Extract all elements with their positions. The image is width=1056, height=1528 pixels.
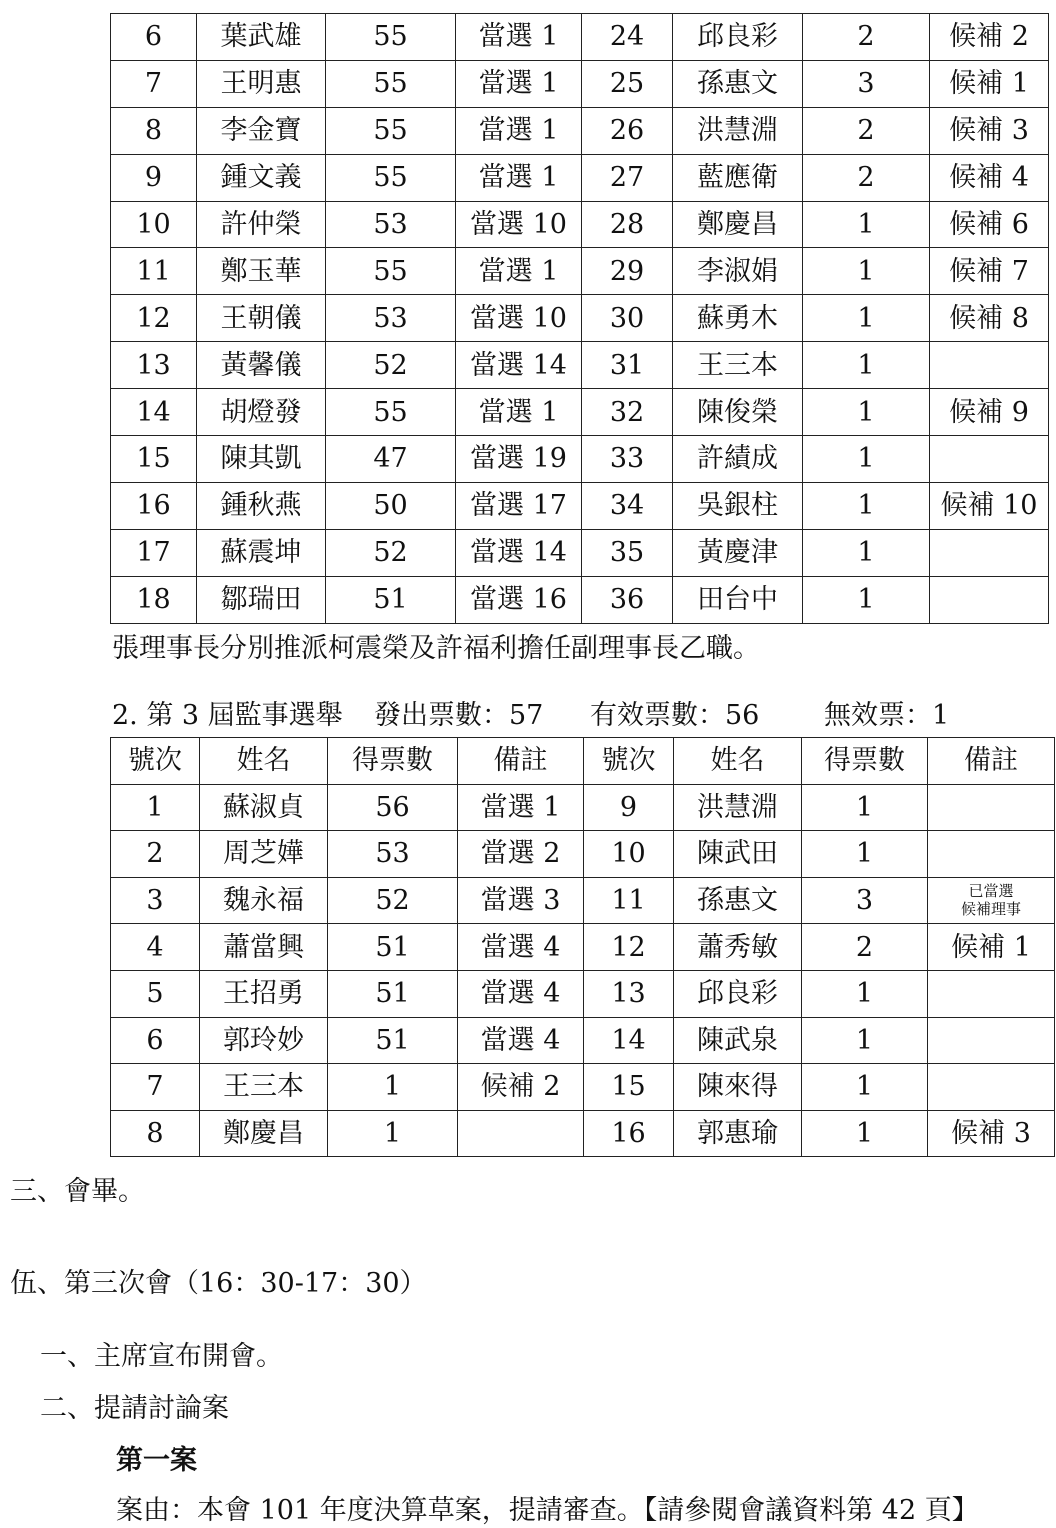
proposals-heading: 二、提請討論案 (40, 1393, 229, 1424)
table-cell: 王明惠 (197, 60, 326, 107)
table-cell: 候補 8 (930, 295, 1049, 342)
table-cell: 1 (328, 1064, 458, 1111)
table-cell: 55 (326, 389, 456, 436)
table-cell: 16 (584, 1110, 674, 1157)
table-cell: 當選 3 (458, 877, 584, 924)
table-cell: 鍾文義 (197, 154, 326, 201)
table-cell: 32 (582, 389, 673, 436)
table-cell: 鄒瑞田 (197, 576, 326, 623)
table-cell: 3 (111, 877, 200, 924)
table-cell: 31 (582, 342, 673, 389)
table-cell: 52 (326, 342, 456, 389)
table-cell: 50 (326, 482, 456, 529)
table-cell: 6 (111, 14, 197, 61)
table-row (111, 201, 1049, 248)
table-cell: 鄭慶昌 (200, 1110, 328, 1157)
table-header-row (111, 738, 1055, 785)
table-row (111, 529, 1049, 576)
table-cell: 11 (584, 877, 674, 924)
table-row (111, 970, 1055, 1017)
table-cell: 5 (111, 970, 200, 1017)
table-cell: 當選 1 (456, 60, 582, 107)
table-row (111, 14, 1049, 61)
table-cell: 田台中 (673, 576, 803, 623)
table-cell: 55 (326, 248, 456, 295)
meeting-adjourned: 三、會畢。 (10, 1176, 145, 1207)
table-cell: 34 (582, 482, 673, 529)
table-row (111, 389, 1049, 436)
table-cell: 2 (803, 154, 930, 201)
table-cell: 蕭秀敏 (674, 924, 802, 971)
table-cell: 孫惠文 (674, 877, 802, 924)
table-cell: 1 (803, 482, 930, 529)
table-cell: 1 (803, 342, 930, 389)
table-cell: 52 (326, 529, 456, 576)
table-cell: 4 (111, 924, 200, 971)
table-cell: 2 (803, 14, 930, 61)
table-cell: 1 (803, 576, 930, 623)
table-cell: 當選 1 (456, 14, 582, 61)
table-cell: 12 (584, 924, 674, 971)
table-cell: 蘇勇木 (673, 295, 803, 342)
table-cell: 候補 10 (930, 482, 1049, 529)
table-cell: 陳來得 (674, 1064, 802, 1111)
table-cell: 邱良彩 (673, 14, 803, 61)
table-cell: 候補 2 (930, 14, 1049, 61)
table-cell: 陳其凱 (197, 436, 326, 483)
table-cell: 1 (803, 201, 930, 248)
table-cell: 2 (111, 831, 200, 878)
table-cell: 29 (582, 248, 673, 295)
case-one-reason: 案由：本會 101 年度決算草案，提請審查。【請參閱會議資料第 42 頁】 (116, 1495, 979, 1526)
table-cell: 洪慧淵 (674, 784, 802, 831)
table-cell: 鄭玉華 (197, 248, 326, 295)
table-cell: 當選 1 (458, 784, 584, 831)
chair-opens-meeting: 一、主席宣布開會。 (40, 1341, 283, 1372)
column-header: 號次 (111, 738, 200, 785)
table-cell: 13 (111, 342, 197, 389)
table-cell: 候補 1 (928, 924, 1055, 971)
column-header: 得票數 (328, 738, 458, 785)
table-cell: 王招勇 (200, 970, 328, 1017)
table-cell: 當選 10 (456, 201, 582, 248)
column-header: 號次 (584, 738, 674, 785)
table-cell: 周芝嬅 (200, 831, 328, 878)
table-row (111, 576, 1049, 623)
table-cell: 1 (802, 1064, 928, 1111)
table-cell: 14 (111, 389, 197, 436)
table-cell: 47 (326, 436, 456, 483)
table-cell: 候補 3 (928, 1110, 1055, 1157)
table-row (111, 248, 1049, 295)
table-cell: 1 (328, 1110, 458, 1157)
table-cell: 許仲榮 (197, 201, 326, 248)
column-header: 姓名 (674, 738, 802, 785)
table-cell: 當選 14 (456, 342, 582, 389)
table-cell: 王三本 (673, 342, 803, 389)
table-cell: 郭玲妙 (200, 1017, 328, 1064)
table-cell: 候補 1 (930, 60, 1049, 107)
table-row (111, 60, 1049, 107)
table-cell: 葉武雄 (197, 14, 326, 61)
table-row (111, 1064, 1055, 1111)
table-cell: 邱良彩 (674, 970, 802, 1017)
table-cell: 1 (803, 436, 930, 483)
table-cell: 藍應衛 (673, 154, 803, 201)
table-cell: 12 (111, 295, 197, 342)
ballots-issued: 發出票數：57 (374, 700, 544, 731)
table-cell: 當選 4 (458, 1017, 584, 1064)
table-row (111, 877, 1055, 924)
table-cell: 當選 17 (456, 482, 582, 529)
table-cell: 52 (328, 877, 458, 924)
table-row (111, 1110, 1055, 1157)
table-cell: 7 (111, 60, 197, 107)
table-cell (928, 831, 1055, 878)
table-cell: 當選 1 (456, 248, 582, 295)
table-cell: 候補 9 (930, 389, 1049, 436)
table-cell: 11 (111, 248, 197, 295)
table-cell: 14 (584, 1017, 674, 1064)
table-cell: 10 (584, 831, 674, 878)
table-cell: 候補 6 (930, 201, 1049, 248)
table-cell (928, 970, 1055, 1017)
table-cell (458, 1110, 584, 1157)
vice-chair-appointment-note: 張理事長分別推派柯震榮及許福利擔任副理事長乙職。 (112, 633, 760, 664)
table-cell: 當選 4 (458, 970, 584, 1017)
table-cell: 1 (803, 389, 930, 436)
table-row (111, 1017, 1055, 1064)
column-header: 得票數 (802, 738, 928, 785)
table-cell: 黃馨儀 (197, 342, 326, 389)
valid-ballots: 有效票數：56 (590, 700, 760, 731)
table-cell: 1 (802, 1017, 928, 1064)
table-cell: 27 (582, 154, 673, 201)
table-cell: 洪慧淵 (673, 107, 803, 154)
table-cell: 鄭慶昌 (673, 201, 803, 248)
table-row (111, 295, 1049, 342)
table-cell: 1 (802, 970, 928, 1017)
table-cell: 魏永福 (200, 877, 328, 924)
table-cell: 當選 1 (456, 154, 582, 201)
table-cell: 候補 4 (930, 154, 1049, 201)
table-cell: 33 (582, 436, 673, 483)
table-cell: 51 (326, 576, 456, 623)
invalid-ballots: 無效票：1 (824, 700, 950, 731)
table-cell: 當選 1 (456, 389, 582, 436)
director-election-results-table (110, 13, 1049, 624)
table-cell: 51 (328, 970, 458, 1017)
table-cell: 當選 10 (456, 295, 582, 342)
table-cell: 蘇震坤 (197, 529, 326, 576)
table-cell: 1 (803, 295, 930, 342)
table-cell: 當選 16 (456, 576, 582, 623)
third-session-heading: 伍、第三次會（16：30-17：30） (10, 1268, 427, 1299)
table-row (111, 436, 1049, 483)
table-cell: 黃慶津 (673, 529, 803, 576)
table-cell: 當選 14 (456, 529, 582, 576)
table-cell: 2 (803, 107, 930, 154)
table-cell: 王朝儀 (197, 295, 326, 342)
table-cell: 30 (582, 295, 673, 342)
table-cell: 10 (111, 201, 197, 248)
case-one-title: 第一案 (116, 1445, 197, 1476)
table-cell: 51 (328, 1017, 458, 1064)
table-cell: 3 (802, 877, 928, 924)
table-cell: 55 (326, 14, 456, 61)
table-cell: 55 (326, 107, 456, 154)
table-cell: 2 (802, 924, 928, 971)
table-cell: 許績成 (673, 436, 803, 483)
table-cell: 55 (326, 60, 456, 107)
table-cell: 1 (802, 1110, 928, 1157)
table-cell: 1 (802, 784, 928, 831)
table-cell: 7 (111, 1064, 200, 1111)
table-cell: 陳武泉 (674, 1017, 802, 1064)
table-cell: 當選 4 (458, 924, 584, 971)
table-row (111, 107, 1049, 154)
table-row (111, 154, 1049, 201)
table-cell: 當選 1 (456, 107, 582, 154)
table-cell: 15 (111, 436, 197, 483)
table-cell: 1 (803, 529, 930, 576)
table-cell: 1 (803, 248, 930, 295)
table-cell: 蘇淑貞 (200, 784, 328, 831)
table-cell: 15 (584, 1064, 674, 1111)
table-cell: 李金寶 (197, 107, 326, 154)
table-cell (928, 1064, 1055, 1111)
table-cell: 16 (111, 482, 197, 529)
table-cell: 17 (111, 529, 197, 576)
table-cell: 候補 3 (930, 107, 1049, 154)
table-cell: 53 (326, 201, 456, 248)
table-cell: 8 (111, 1110, 200, 1157)
table-cell (930, 436, 1049, 483)
table-cell: 蕭當興 (200, 924, 328, 971)
table-cell (930, 529, 1049, 576)
table-cell: 53 (326, 295, 456, 342)
table-cell: 24 (582, 14, 673, 61)
table-cell: 35 (582, 529, 673, 576)
table-cell: 53 (328, 831, 458, 878)
table-cell: 6 (111, 1017, 200, 1064)
table-cell: 1 (111, 784, 200, 831)
table-row (111, 784, 1055, 831)
table-cell: 26 (582, 107, 673, 154)
table-cell: 王三本 (200, 1064, 328, 1111)
table-cell: 18 (111, 576, 197, 623)
table-cell: 胡燈發 (197, 389, 326, 436)
table-cell: 36 (582, 576, 673, 623)
table-cell: 李淑娟 (673, 248, 803, 295)
table-cell: 孫惠文 (673, 60, 803, 107)
table-cell: 56 (328, 784, 458, 831)
table-cell: 吳銀柱 (673, 482, 803, 529)
table-row (111, 342, 1049, 389)
column-header: 備註 (458, 738, 584, 785)
table-cell (930, 576, 1049, 623)
table-cell: 候補 2 (458, 1064, 584, 1111)
table-cell: 當選 2 (458, 831, 584, 878)
table-cell: 13 (584, 970, 674, 1017)
column-header: 備註 (928, 738, 1055, 785)
table-cell: 51 (328, 924, 458, 971)
table-cell: 55 (326, 154, 456, 201)
table-cell: 候補 7 (930, 248, 1049, 295)
table-cell: 郭惠瑜 (674, 1110, 802, 1157)
table-cell (930, 342, 1049, 389)
table-row (111, 831, 1055, 878)
table-cell: 8 (111, 107, 197, 154)
table-cell: 已當選 候補理事 (928, 877, 1055, 924)
table-cell: 9 (584, 784, 674, 831)
table-cell: 28 (582, 201, 673, 248)
table-cell: 陳俊榮 (673, 389, 803, 436)
table-cell: 鍾秋燕 (197, 482, 326, 529)
table-row (111, 924, 1055, 971)
table-cell: 9 (111, 154, 197, 201)
table-cell: 3 (803, 60, 930, 107)
table-cell: 1 (802, 831, 928, 878)
supervisor-election-title: 2. 第 3 屆監事選舉 (112, 700, 343, 731)
supervisor-election-results-table (110, 737, 1055, 1157)
table-cell: 當選 19 (456, 436, 582, 483)
table-cell: 陳武田 (674, 831, 802, 878)
table-cell (928, 784, 1055, 831)
table-cell: 25 (582, 60, 673, 107)
table-row (111, 482, 1049, 529)
column-header: 姓名 (200, 738, 328, 785)
table-cell (928, 1017, 1055, 1064)
